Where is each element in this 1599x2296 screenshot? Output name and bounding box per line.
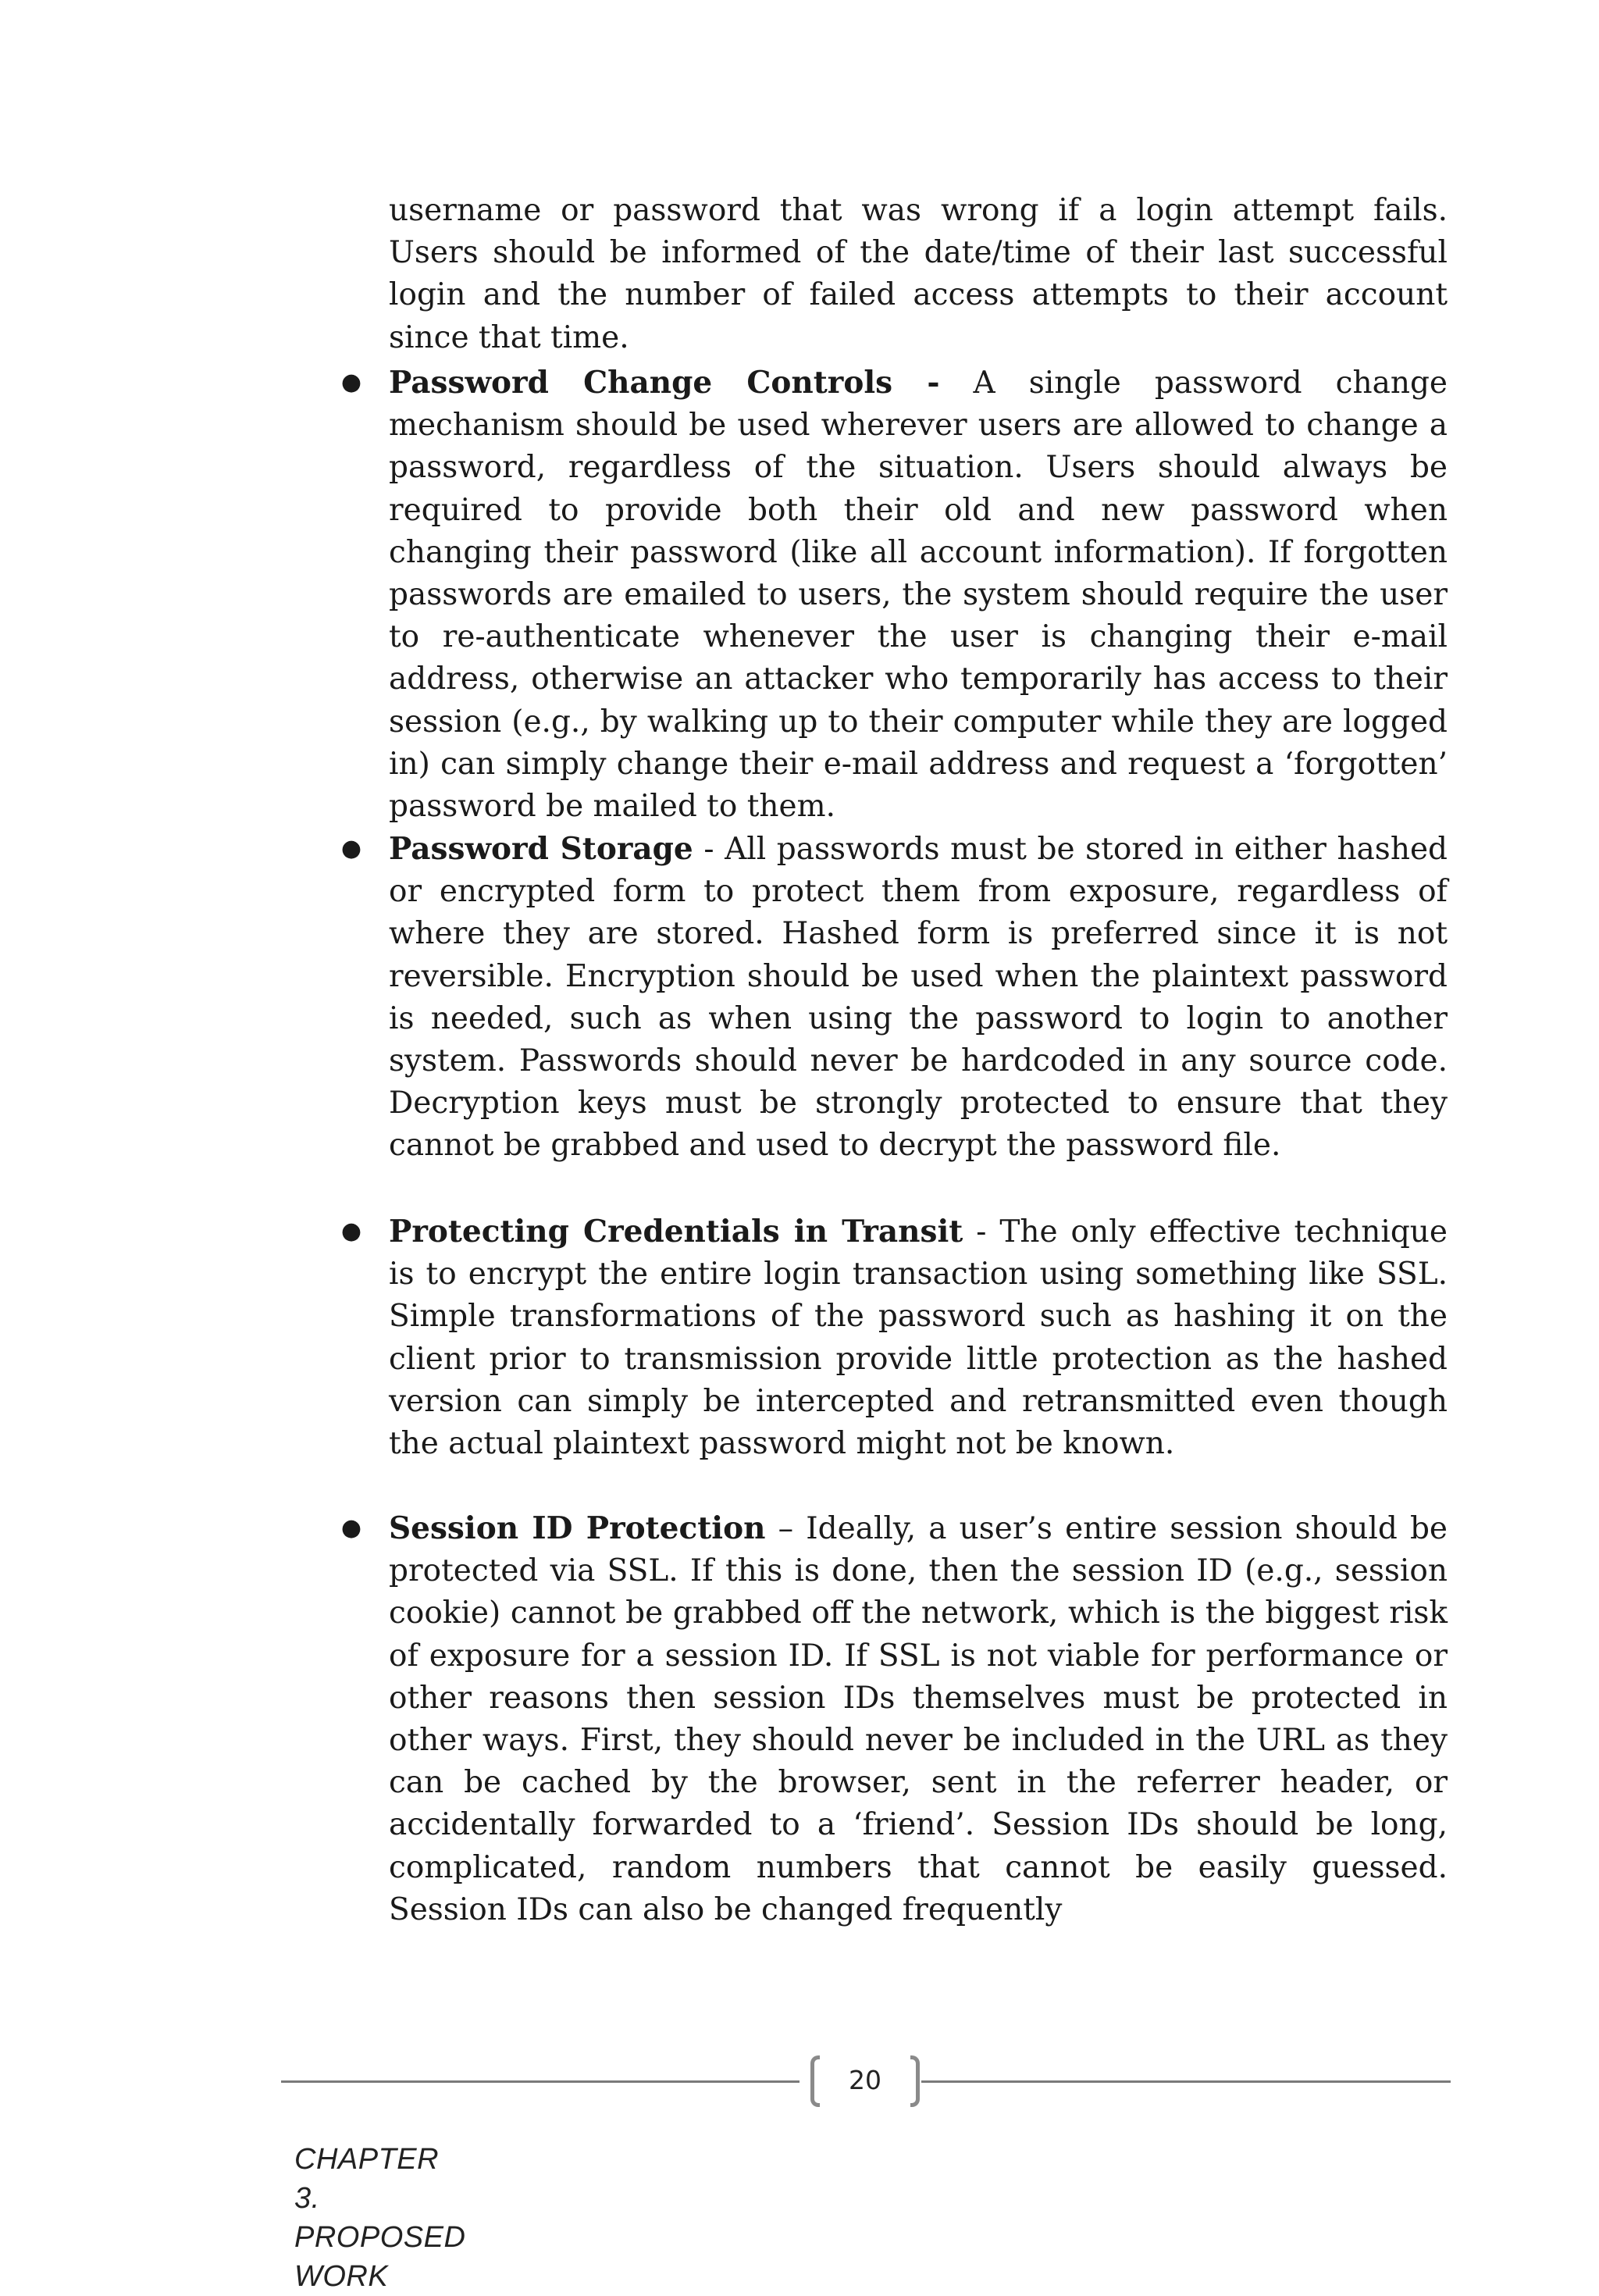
chapter-label: CHAPTER 3. PROPOSED WORK <box>294 2143 466 2293</box>
bullet-icon: ● <box>340 369 362 396</box>
bullet-icon: ● <box>340 1514 362 1542</box>
bullet-icon: ● <box>340 835 362 862</box>
bullet-title: Password Storage <box>389 831 693 867</box>
bullet-item-protecting-credentials <box>340 1210 1448 1465</box>
bullet-text: - The only effective technique is to encrypt the entire login transaction using something like SSL. Simple transformations of the password such as hashing it on the client prior to transmission provide little protection as the hashed version can simply be intercepted and retransmitted even though the actual plaintext password might not be known. <box>389 1214 1448 1462</box>
bullet-text: - All passwords must be stored in either hashed or encrypted form to protect them from exposure, regardless of where they are stored. Hashed form is preferred since it is not reversible. Encryption should be used when the plaintext password is needed, such as when using the password to login to another system. Passwords should never be hardcoded in any source code. Decryption keys must be strongly protected to ensure that they cannot be grabbed and used to decrypt the password file. <box>389 832 1448 1164</box>
intro-paragraph: username or password that was wrong if a login attempt fails. Users should be informed of the date/time of their last successful login and the number of failed access attempts to their account since that time. <box>389 193 1448 355</box>
footer-divider-right <box>921 2080 1451 2083</box>
left-bracket-icon <box>810 2055 820 2107</box>
bullet-item-password-change-controls <box>340 362 1448 828</box>
bullet-item-session-id-protection <box>340 1507 1448 1931</box>
bullet-item-password-storage <box>340 828 1448 1168</box>
bullet-title: Password Change Controls - <box>389 365 940 401</box>
bullet-icon: ● <box>340 1218 362 1245</box>
footer-divider-left <box>281 2080 800 2083</box>
right-bracket-icon <box>910 2055 920 2107</box>
bullet-title: Session ID Protection <box>389 1510 766 1546</box>
page-number: 20 <box>849 2065 881 2095</box>
bullet-text: – Ideally, a user’s entire session should be protected via SSL. If this is done, then the session ID (e.g., session cookie) cannot be grabbed off the network, which is the biggest risk of exposure for a session ID. If SSL is not viable for performance or other reasons then session IDs themselves must be protected in other ways. First, they should never be included in the URL as they can be cached by the browser, sent in the referrer header, or accidentally forwarded to a ‘friend’. Session IDs should be long, complicated, random numbers that cannot be easily guessed. Session IDs can also be changed frequently <box>389 1511 1448 1927</box>
bullet-text: A single password change mechanism should be used wherever users are allowed to change a password, regardless of the situation. Users should always be required to provide both their old and new password when changing their password (like all account information). If forgotten passwords are emailed to users, the system should require the user to re-authenticate whenever the user is changing their e-mail address, otherwise an attacker who temporarily has access to their session (e.g., by walking up to their computer while they are logged in) can simply change their e-mail address and request a ‘forgotten’ password be mailed to them. <box>389 365 1448 825</box>
bullet-title: Protecting Credentials in Transit <box>389 1214 963 1250</box>
